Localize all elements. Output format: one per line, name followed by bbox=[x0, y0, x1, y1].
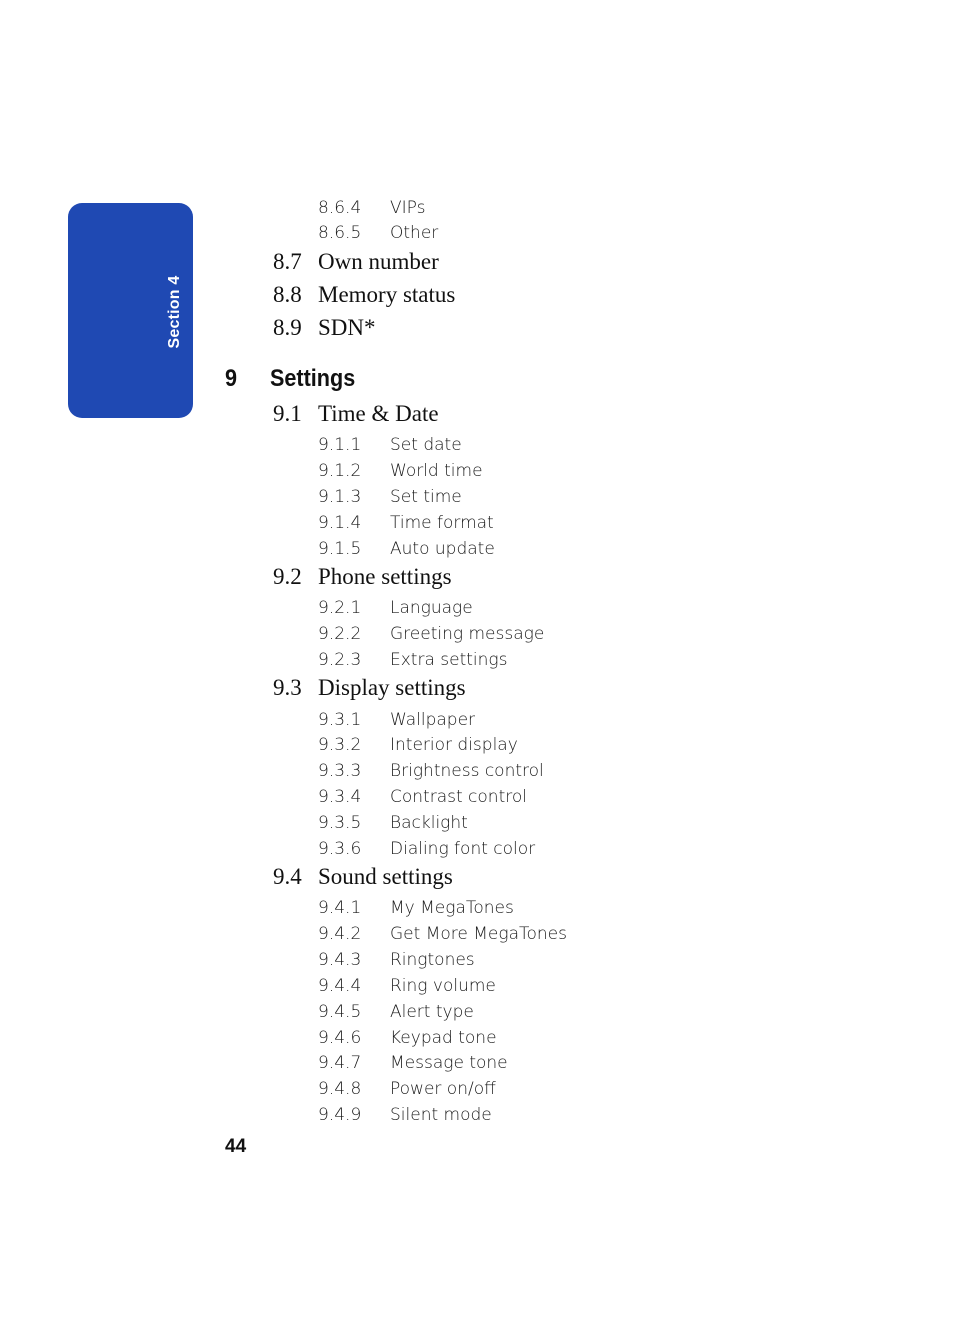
toc-title: Display settings bbox=[318, 675, 466, 700]
toc-number: 9.1.2 bbox=[318, 461, 362, 481]
toc-number: 9.4.4 bbox=[318, 976, 362, 996]
toc-number: 9.3 bbox=[273, 675, 302, 700]
toc-number: 9.3.6 bbox=[318, 839, 362, 859]
toc-title: Contrast control bbox=[390, 787, 527, 807]
toc-title: My MegaTones bbox=[390, 898, 514, 918]
toc-title: Sound settings bbox=[318, 864, 453, 889]
toc-number: 9.3.2 bbox=[318, 735, 362, 755]
toc-title: World time bbox=[390, 461, 483, 481]
toc-number: 8.8 bbox=[273, 282, 302, 307]
toc-number: 8.6.4 bbox=[318, 198, 362, 218]
toc-number: 9.4.7 bbox=[318, 1053, 362, 1073]
toc-title: Interior display bbox=[390, 735, 518, 755]
toc-title: Get More MegaTones bbox=[390, 924, 567, 944]
toc-number: 9.4.6 bbox=[318, 1028, 362, 1048]
toc-number: 9.2.3 bbox=[318, 650, 362, 670]
toc-title: Ringtones bbox=[390, 950, 475, 970]
toc-title: Wallpaper bbox=[390, 710, 476, 730]
toc-title: Power on/off bbox=[390, 1079, 496, 1099]
toc-title: Own number bbox=[318, 249, 439, 274]
toc-title: Greeting message bbox=[390, 624, 545, 644]
toc-title: Language bbox=[390, 598, 473, 618]
toc-title: Time format bbox=[390, 513, 494, 533]
toc-number: 8.7 bbox=[273, 249, 302, 274]
toc-number: 9.3.1 bbox=[318, 710, 362, 730]
toc-number: 9.4.1 bbox=[318, 898, 362, 918]
toc-number: 9.4.2 bbox=[318, 924, 362, 944]
toc-number: 9.3.4 bbox=[318, 787, 362, 807]
toc-title: Keypad tone bbox=[390, 1028, 497, 1048]
toc-number: 8.9 bbox=[273, 315, 302, 340]
toc-number: 9.3.5 bbox=[318, 813, 362, 833]
toc-number: 9.4.8 bbox=[318, 1079, 362, 1099]
toc-number: 9.3.3 bbox=[318, 761, 362, 781]
toc-title: Set time bbox=[390, 487, 462, 507]
toc-title: Backlight bbox=[390, 813, 468, 833]
toc-number: 9.1.3 bbox=[318, 487, 362, 507]
toc-number: 9 bbox=[225, 365, 238, 392]
toc-number: 9.1.5 bbox=[318, 539, 362, 559]
toc-number: 9.4 bbox=[273, 864, 302, 889]
toc-number: 9.1.1 bbox=[318, 435, 362, 455]
toc-number: 9.4.3 bbox=[318, 950, 362, 970]
toc-number: 9.4.9 bbox=[318, 1105, 362, 1125]
toc-title: Time & Date bbox=[318, 401, 439, 426]
toc-title: Alert type bbox=[390, 1002, 474, 1022]
toc-title: Ring volume bbox=[390, 976, 496, 996]
toc-title: Other bbox=[390, 223, 439, 243]
toc-title: Extra settings bbox=[390, 650, 508, 670]
toc-number: 9.2.1 bbox=[318, 598, 362, 618]
toc-number: 9.2 bbox=[273, 564, 302, 589]
toc-title: SDN* bbox=[318, 315, 376, 340]
toc-number: 8.6.5 bbox=[318, 223, 362, 243]
toc-title: Silent mode bbox=[390, 1105, 492, 1125]
page-number: 44 bbox=[225, 1136, 247, 1157]
toc-title: Memory status bbox=[318, 282, 456, 307]
section-tab-label: Section 4 bbox=[166, 275, 183, 349]
toc-title: Dialing font color bbox=[390, 839, 536, 859]
toc-number: 9.1.4 bbox=[318, 513, 362, 533]
toc-number: 9.2.2 bbox=[318, 624, 362, 644]
toc-title: Phone settings bbox=[318, 564, 452, 589]
toc-number: 9.1 bbox=[273, 401, 302, 426]
toc-title: Message tone bbox=[390, 1053, 508, 1073]
toc-title: Set date bbox=[390, 435, 462, 455]
toc-number: 9.4.5 bbox=[318, 1002, 362, 1022]
toc-title: Settings bbox=[270, 365, 356, 392]
toc-title: VIPs bbox=[390, 198, 426, 218]
toc-title: Brightness control bbox=[390, 761, 544, 781]
toc-title: Auto update bbox=[390, 539, 495, 559]
